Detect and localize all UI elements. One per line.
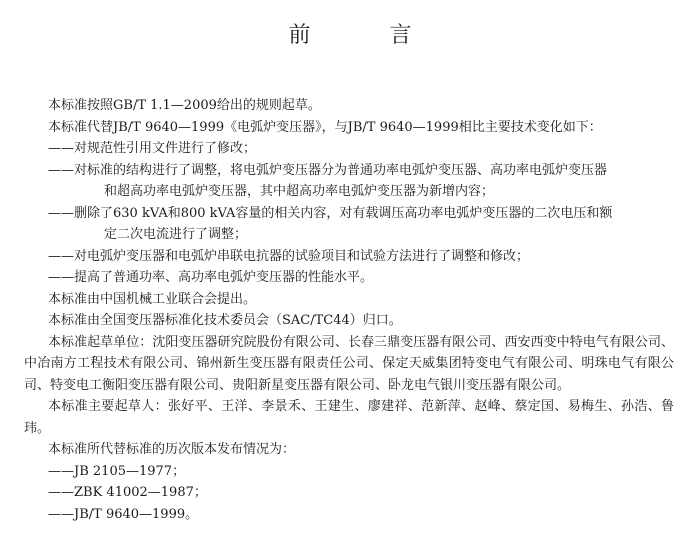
change-item-2-cont: 和超高功率电弧炉变压器，其中超高功率电弧炉变压器为新增内容； <box>104 184 495 199</box>
paragraph-proposed-by: 本标准由中国机械工业联合会提出。 <box>48 291 257 307</box>
paragraph-drafting-units: 本标准起草单位：沈阳变压器研究院股份有限公司、长春三鼎变压器有限公司、西安西变中特电气有限公司、中冶南方工程技术有限公司、锦州新生变压器有限责任公司、保定天威集团特变电气有限公司、明珠电气有限公司、特变电工衡阳变压器有限公司、贵阳新星变压器有限公司、卧龙电气银川变压器有限公司。 <box>24 334 674 393</box>
change-item-3: ——删除了630 kVA和800 kVA容量的相关内容，对有载调压高功率电弧炉变压器的二次电压和额 <box>48 205 613 221</box>
change-item-2: ——对标准的结构进行了调整，将电弧炉变压器分为普通功率电弧炉变压器、高功率电弧炉变压器 <box>48 162 608 178</box>
change-item-1: ——对规范性引用文件进行了修改； <box>48 141 257 156</box>
paragraph-drafting-rules: 本标准按照GB/T 1.1—2009给出的规则起草。 <box>48 98 321 113</box>
history-item-2: ——ZBK 41002—1987； <box>48 485 207 500</box>
paragraph-history: 本标准所代替标准的历次版本发布情况为： <box>48 442 296 457</box>
change-item-3-cont: 定二次电流进行了调整； <box>104 227 248 242</box>
history-item-3: ——JB/T 9640—1999。 <box>48 506 199 522</box>
change-item-5: ——提高了普通功率、高功率电弧炉变压器的性能水平。 <box>48 270 374 285</box>
change-item-4: ——对电弧炉变压器和电弧炉串联电抗器的试验项目和试验方法进行了调整和修改； <box>48 248 530 264</box>
paragraph-drafters: 本标准主要起草人：张好平、王洋、李景禾、王建生、廖建祥、范新萍、赵峰、蔡定国、易梅生、孙浩、鲁玮。 <box>24 399 674 436</box>
page-title: 前 言 <box>288 23 448 48</box>
paragraph-replaces: 本标准代替JB/T 9640—1999《电弧炉变压器》，与JB/T 9640—1999相比主要技术变化如下： <box>48 119 602 135</box>
document-body <box>24 95 674 525</box>
paragraph-managed-by: 本标准由全国变压器标准化技术委员会（SAC/TC44）归口。 <box>48 313 402 328</box>
history-item-1: ——JB 2105—1977； <box>48 463 186 479</box>
